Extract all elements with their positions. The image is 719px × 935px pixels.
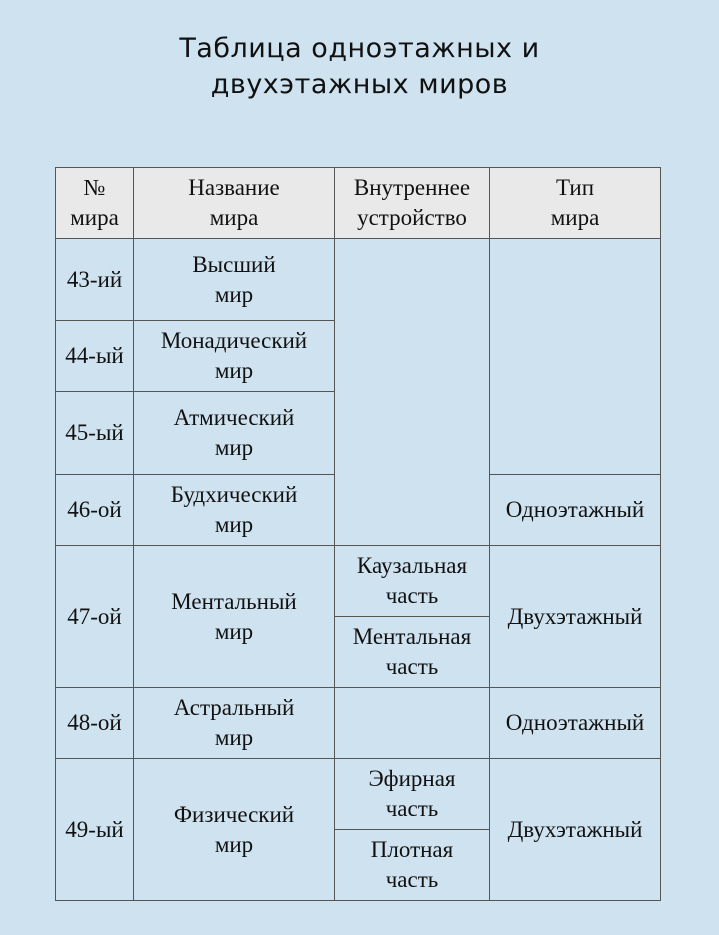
world-part-line-1: Плотная — [370, 837, 454, 862]
world-name-line-1: Атмический — [173, 405, 295, 430]
header-number-line-2: мира — [70, 205, 119, 230]
world-part-lower — [335, 830, 490, 901]
page-title-line-1: Таблица одноэтажных и — [179, 33, 540, 64]
world-name-line-1: Ментальный — [171, 588, 297, 614]
world-type: Одноэтажный — [490, 688, 661, 759]
header-type-line-2: мира — [550, 205, 600, 230]
world-name-line-2: мир — [214, 358, 254, 383]
table-row-49 — [56, 759, 661, 830]
header-structure-line-2: устройство — [357, 205, 467, 230]
world-name-line-2: мир — [214, 435, 254, 460]
world-type: Двухэтажный — [490, 759, 661, 901]
header-structure-line-1: Внутреннее — [353, 175, 471, 200]
world-name-line-1: Физический — [173, 801, 295, 827]
world-name-line-2: мир — [214, 281, 254, 307]
world-part-line-1: Эфирная — [368, 766, 456, 791]
world-name — [134, 759, 335, 901]
table-row-48 — [56, 688, 661, 759]
structure-cell-empty — [335, 688, 490, 759]
world-number: 48-ой — [56, 688, 134, 759]
world-number: 43-ий — [56, 239, 134, 321]
world-part-line-1: Ментальная — [352, 624, 472, 649]
type-cell-empty-upper — [490, 239, 661, 475]
table-row-43 — [56, 239, 661, 321]
worlds-table — [55, 167, 661, 901]
world-part-line-1: Каузальная — [356, 553, 468, 578]
header-row — [56, 168, 661, 239]
header-name-line-2: мира — [209, 205, 259, 230]
header-structure — [335, 168, 490, 239]
page-title — [0, 31, 719, 103]
world-number: 46-ой — [56, 475, 134, 546]
world-name — [134, 321, 335, 392]
page-title-line-2: двухэтажных миров — [210, 69, 509, 100]
world-number: 49-ый — [56, 759, 134, 901]
header-number — [56, 168, 134, 239]
world-name-line-2: мир — [214, 618, 254, 644]
header-name-line-1: Название — [188, 175, 280, 200]
world-name-line-1: Будхический — [170, 482, 298, 507]
world-part-upper — [335, 546, 490, 617]
world-name-line-2: мир — [214, 725, 254, 750]
world-name-line-2: мир — [214, 512, 254, 537]
world-number: 44-ый — [56, 321, 134, 392]
world-name — [134, 475, 335, 546]
world-name — [134, 546, 335, 688]
world-name — [134, 239, 335, 321]
world-type: Двухэтажный — [490, 546, 661, 688]
world-part-line-2: часть — [385, 796, 439, 821]
world-part-line-2: часть — [385, 654, 439, 679]
world-name-line-1: Монадический — [160, 328, 308, 353]
structure-cell-empty-upper — [335, 239, 490, 546]
table-row-47 — [56, 546, 661, 617]
world-name-line-1: Высший — [192, 251, 276, 277]
header-type-line-1: Тип — [555, 175, 595, 200]
world-number: 45-ый — [56, 392, 134, 475]
world-name-line-1: Астральный — [173, 695, 295, 720]
world-type: Одноэтажный — [490, 475, 661, 546]
world-name — [134, 688, 335, 759]
world-number: 47-ой — [56, 546, 134, 688]
world-name-line-2: мир — [214, 831, 254, 857]
world-name — [134, 392, 335, 475]
world-part-upper — [335, 759, 490, 830]
world-part-lower — [335, 617, 490, 688]
header-type — [490, 168, 661, 239]
header-number-line-1: № — [83, 175, 106, 200]
world-part-line-2: часть — [385, 583, 439, 608]
header-name — [134, 168, 335, 239]
world-part-line-2: часть — [385, 867, 439, 892]
